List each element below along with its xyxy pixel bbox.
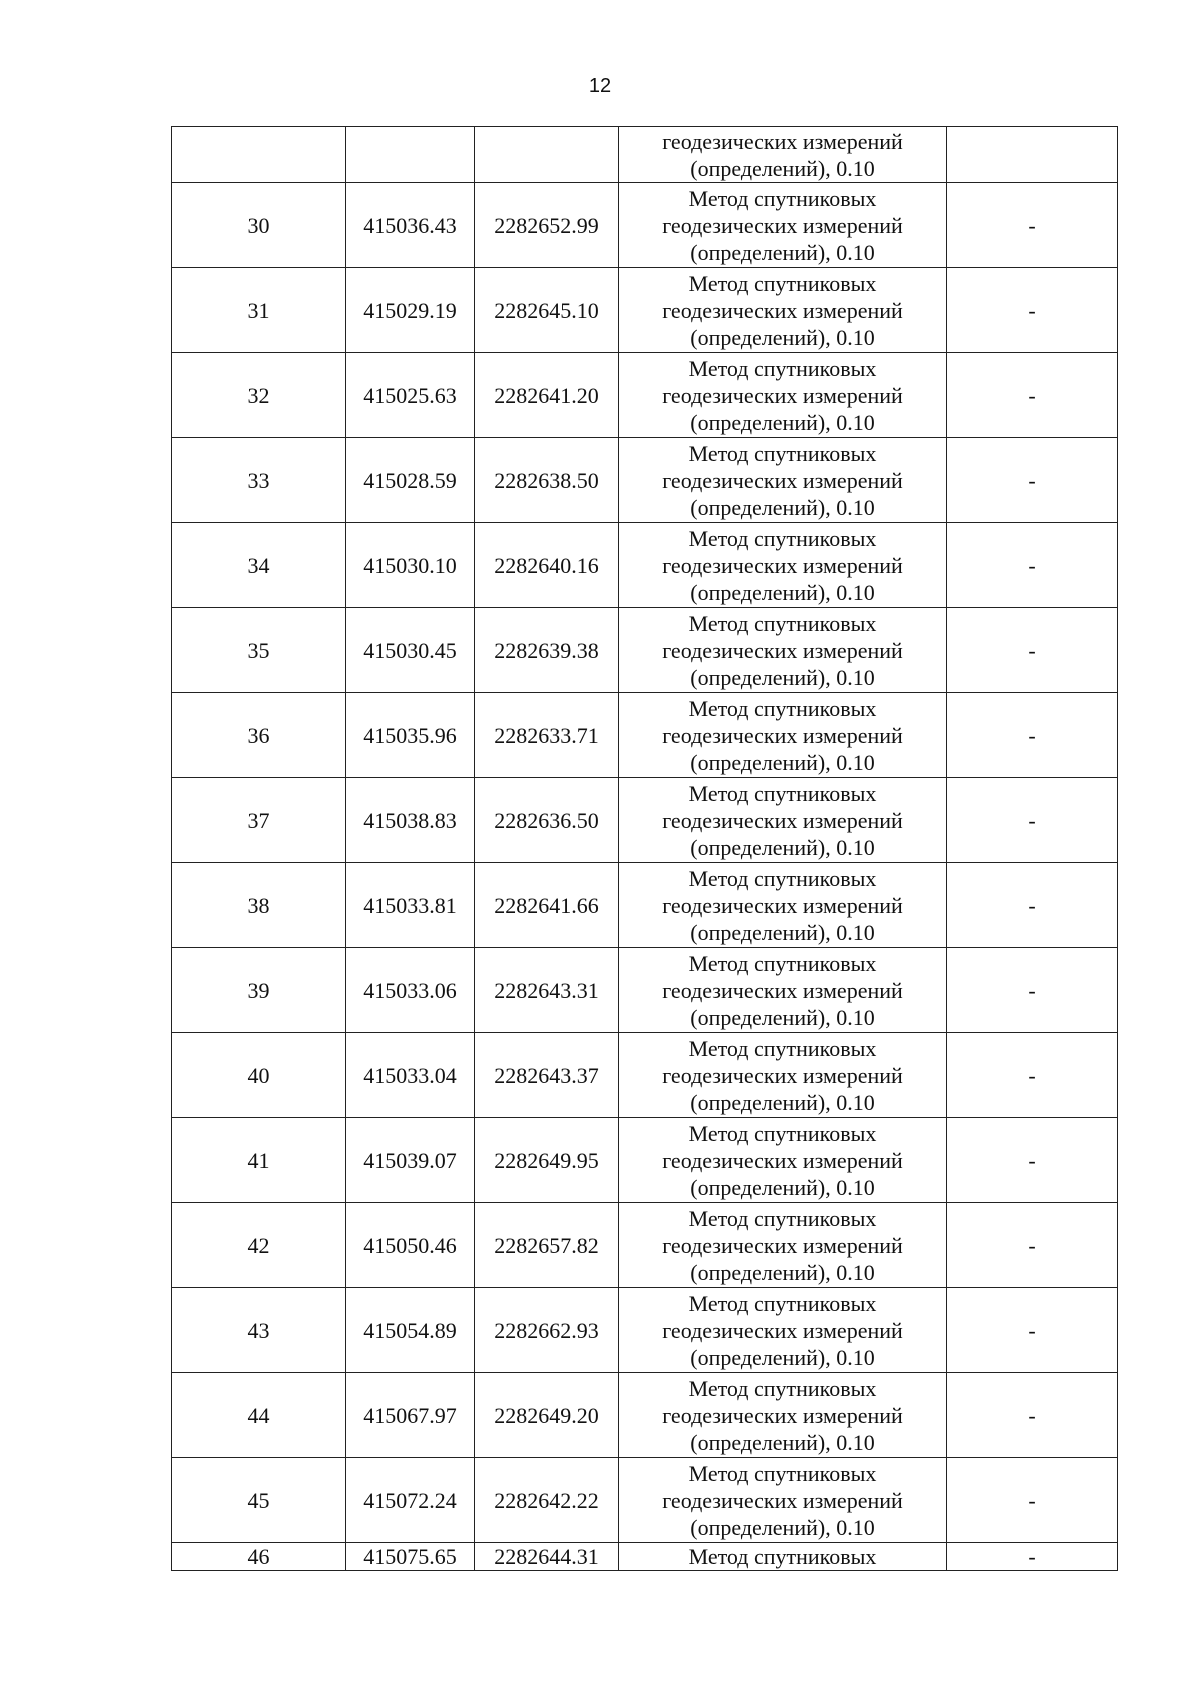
x-coordinate-cell <box>346 127 475 183</box>
method-line: Метод спутниковых <box>688 1460 877 1486</box>
table-row <box>172 1543 1118 1571</box>
y-coordinate-cell: 2282633.71 <box>475 693 619 778</box>
method-line: геодезических измерений <box>662 1147 903 1173</box>
x-coordinate-cell: 415033.06 <box>346 948 475 1033</box>
method-cell <box>619 693 947 778</box>
point-number-cell <box>172 127 346 183</box>
description-cell: - <box>947 608 1118 693</box>
point-number-cell: 41 <box>172 1118 346 1203</box>
method-line: геодезических измерений <box>662 128 903 154</box>
x-coordinate-cell: 415030.10 <box>346 523 475 608</box>
method-cell <box>619 1288 947 1373</box>
description-cell: - <box>947 948 1118 1033</box>
point-number-cell: 31 <box>172 268 346 353</box>
point-number-cell: 42 <box>172 1203 346 1288</box>
y-coordinate-cell: 2282649.95 <box>475 1118 619 1203</box>
method-line: (определений), 0.10 <box>690 155 875 181</box>
table-row <box>172 1118 1118 1203</box>
method-cell <box>619 438 947 523</box>
method-line: геодезических измерений <box>662 892 903 918</box>
x-coordinate-cell: 415030.45 <box>346 608 475 693</box>
table-row <box>172 608 1118 693</box>
y-coordinate-cell: 2282642.22 <box>475 1458 619 1543</box>
method-line: (определений), 0.10 <box>690 1514 875 1540</box>
y-coordinate-cell <box>475 127 619 183</box>
x-coordinate-cell: 415036.43 <box>346 183 475 268</box>
method-line: геодезических измерений <box>662 212 903 238</box>
method-line: (определений), 0.10 <box>690 1344 875 1370</box>
y-coordinate-cell: 2282652.99 <box>475 183 619 268</box>
table-row <box>172 948 1118 1033</box>
point-number-cell: 36 <box>172 693 346 778</box>
method-line: геодезических измерений <box>662 977 903 1003</box>
method-line: (определений), 0.10 <box>690 579 875 605</box>
description-cell: - <box>947 523 1118 608</box>
x-coordinate-cell: 415029.19 <box>346 268 475 353</box>
coordinates-table <box>171 126 1118 1571</box>
method-line: (определений), 0.10 <box>690 1174 875 1200</box>
x-coordinate-cell: 415072.24 <box>346 1458 475 1543</box>
method-line: геодезических измерений <box>662 552 903 578</box>
point-number-cell: 35 <box>172 608 346 693</box>
description-cell: - <box>947 693 1118 778</box>
point-number-cell: 45 <box>172 1458 346 1543</box>
method-line: (определений), 0.10 <box>690 919 875 945</box>
method-line: (определений), 0.10 <box>690 749 875 775</box>
description-cell: - <box>947 353 1118 438</box>
description-cell: - <box>947 1203 1118 1288</box>
method-cell <box>619 1543 947 1571</box>
description-cell: - <box>947 1118 1118 1203</box>
method-line: Метод спутниковых <box>688 695 877 721</box>
method-line: Метод спутниковых <box>688 950 877 976</box>
y-coordinate-cell: 2282641.66 <box>475 863 619 948</box>
description-cell: - <box>947 1033 1118 1118</box>
description-cell: - <box>947 1543 1118 1571</box>
y-coordinate-cell: 2282636.50 <box>475 778 619 863</box>
method-line: Метод спутниковых <box>688 865 877 891</box>
method-cell <box>619 183 947 268</box>
method-line: (определений), 0.10 <box>690 1004 875 1030</box>
x-coordinate-cell: 415039.07 <box>346 1118 475 1203</box>
method-line: геодезических измерений <box>662 1487 903 1513</box>
method-line: Метод спутниковых <box>688 1544 877 1569</box>
method-cell <box>619 778 947 863</box>
y-coordinate-cell: 2282638.50 <box>475 438 619 523</box>
y-coordinate-cell: 2282643.37 <box>475 1033 619 1118</box>
table-row <box>172 268 1118 353</box>
y-coordinate-cell: 2282649.20 <box>475 1373 619 1458</box>
method-cell <box>619 523 947 608</box>
method-cell <box>619 1118 947 1203</box>
method-line: (определений), 0.10 <box>690 664 875 690</box>
x-coordinate-cell: 415054.89 <box>346 1288 475 1373</box>
x-coordinate-cell: 415067.97 <box>346 1373 475 1458</box>
point-number-cell: 43 <box>172 1288 346 1373</box>
point-number-cell: 33 <box>172 438 346 523</box>
x-coordinate-cell: 415033.04 <box>346 1033 475 1118</box>
page-number: 12 <box>588 75 612 97</box>
y-coordinate-cell: 2282639.38 <box>475 608 619 693</box>
method-line: геодезических измерений <box>662 297 903 323</box>
y-coordinate-cell: 2282641.20 <box>475 353 619 438</box>
x-coordinate-cell: 415028.59 <box>346 438 475 523</box>
method-line: геодезических измерений <box>662 637 903 663</box>
x-coordinate-cell: 415033.81 <box>346 863 475 948</box>
y-coordinate-cell: 2282662.93 <box>475 1288 619 1373</box>
method-cell <box>619 1033 947 1118</box>
table-row-continued <box>172 127 1118 183</box>
point-number-cell: 44 <box>172 1373 346 1458</box>
method-cell <box>619 948 947 1033</box>
method-cell <box>619 608 947 693</box>
table-row <box>172 1203 1118 1288</box>
method-line: (определений), 0.10 <box>690 834 875 860</box>
method-line: геодезических измерений <box>662 722 903 748</box>
method-line: Метод спутниковых <box>688 185 877 211</box>
description-cell: - <box>947 863 1118 948</box>
x-coordinate-cell: 415050.46 <box>346 1203 475 1288</box>
method-cell <box>619 1458 947 1543</box>
method-cell <box>619 353 947 438</box>
method-line: геодезических измерений <box>662 1062 903 1088</box>
method-line: (определений), 0.10 <box>690 409 875 435</box>
coordinates-table-body <box>172 127 1118 1571</box>
method-line: (определений), 0.10 <box>690 1259 875 1285</box>
description-cell: - <box>947 1288 1118 1373</box>
method-cell <box>619 1373 947 1458</box>
method-line: Метод спутниковых <box>688 780 877 806</box>
point-number-cell: 37 <box>172 778 346 863</box>
y-coordinate-cell: 2282645.10 <box>475 268 619 353</box>
description-cell: - <box>947 1373 1118 1458</box>
method-line: Метод спутниковых <box>688 610 877 636</box>
method-line: Метод спутниковых <box>688 525 877 551</box>
method-line: геодезических измерений <box>662 1317 903 1343</box>
point-number-cell: 34 <box>172 523 346 608</box>
point-number-cell: 46 <box>172 1543 346 1571</box>
description-cell: - <box>947 1458 1118 1543</box>
method-cell <box>619 127 947 183</box>
method-line: геодезических измерений <box>662 1402 903 1428</box>
table-row <box>172 778 1118 863</box>
method-line: Метод спутниковых <box>688 440 877 466</box>
method-line: (определений), 0.10 <box>690 1429 875 1455</box>
table-row <box>172 693 1118 778</box>
method-cell <box>619 268 947 353</box>
description-cell: - <box>947 778 1118 863</box>
method-line: Метод спутниковых <box>688 355 877 381</box>
method-line: (определений), 0.10 <box>690 494 875 520</box>
description-cell: - <box>947 268 1118 353</box>
method-line: геодезических измерений <box>662 467 903 493</box>
y-coordinate-cell: 2282657.82 <box>475 1203 619 1288</box>
point-number-cell: 39 <box>172 948 346 1033</box>
point-number-cell: 40 <box>172 1033 346 1118</box>
description-cell <box>947 127 1118 183</box>
method-line: Метод спутниковых <box>688 1375 877 1401</box>
table-row <box>172 523 1118 608</box>
description-cell: - <box>947 438 1118 523</box>
table-row <box>172 353 1118 438</box>
method-line: (определений), 0.10 <box>690 324 875 350</box>
method-line: Метод спутниковых <box>688 1120 877 1146</box>
point-number-cell: 30 <box>172 183 346 268</box>
table-row <box>172 1033 1118 1118</box>
point-number-cell: 38 <box>172 863 346 948</box>
method-line: Метод спутниковых <box>688 1205 877 1231</box>
method-cell <box>619 863 947 948</box>
method-cell <box>619 1203 947 1288</box>
method-line: геодезических измерений <box>662 1232 903 1258</box>
point-number-cell: 32 <box>172 353 346 438</box>
x-coordinate-cell: 415038.83 <box>346 778 475 863</box>
method-line: Метод спутниковых <box>688 1035 877 1061</box>
description-cell: - <box>947 183 1118 268</box>
table-row <box>172 1288 1118 1373</box>
table-row <box>172 863 1118 948</box>
y-coordinate-cell: 2282643.31 <box>475 948 619 1033</box>
method-line: (определений), 0.10 <box>690 239 875 265</box>
table-row <box>172 1373 1118 1458</box>
method-line: Метод спутниковых <box>688 1290 877 1316</box>
y-coordinate-cell: 2282640.16 <box>475 523 619 608</box>
x-coordinate-cell: 415025.63 <box>346 353 475 438</box>
y-coordinate-cell: 2282644.31 <box>475 1543 619 1571</box>
method-line: (определений), 0.10 <box>690 1089 875 1115</box>
method-line: геодезических измерений <box>662 382 903 408</box>
table-row <box>172 438 1118 523</box>
method-line: геодезических измерений <box>662 807 903 833</box>
table-row <box>172 183 1118 268</box>
x-coordinate-cell: 415075.65 <box>346 1543 475 1571</box>
x-coordinate-cell: 415035.96 <box>346 693 475 778</box>
table-row <box>172 1458 1118 1543</box>
method-line: Метод спутниковых <box>688 270 877 296</box>
